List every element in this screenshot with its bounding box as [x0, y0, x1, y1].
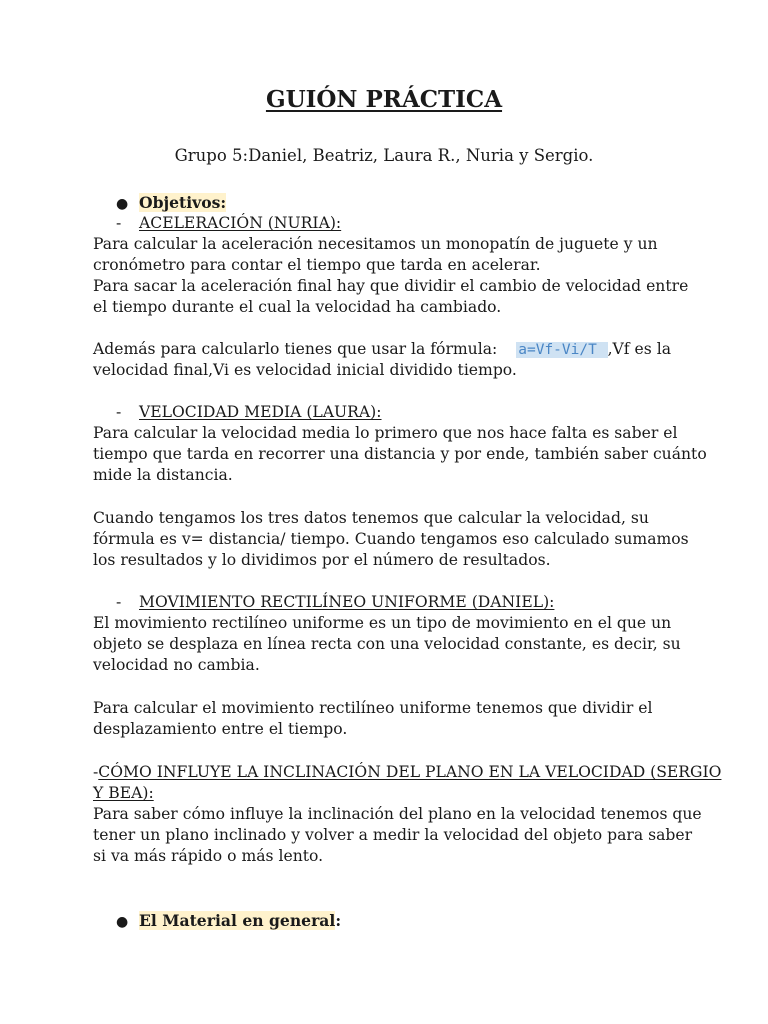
paragraph-line: Para calcular la aceleración necesitamos un monopatín de juguete y un	[93, 235, 658, 253]
paragraph-line: velocidad final,Vi es velocidad inicial dividido tiempo.	[93, 361, 517, 379]
formula-suffix: ,Vf es la	[607, 340, 671, 358]
paragraph-line: El movimiento rectilíneo uniforme es un tipo de movimiento en el que un	[93, 614, 672, 632]
formula-highlight: a=Vf-Vi/T	[518, 342, 606, 358]
formula-intro: Además para calcularlo tienes que usar la fórmula:	[93, 340, 498, 358]
paragraph-line: Para calcular el movimiento rectilíneo uniforme tenemos que dividir el	[93, 699, 653, 717]
dash-marker: -	[116, 214, 122, 232]
dash-marker: -	[116, 593, 122, 611]
dash-marker: -	[93, 763, 99, 781]
paragraph-line: Para sacar la aceleración final hay que dividir el cambio de velocidad entre	[93, 277, 689, 295]
paragraph-line: Para calcular la velocidad media lo primero que nos hace falta es saber el	[93, 424, 678, 442]
paragraph-line: cronómetro para contar el tiempo que tarda en acelerar.	[93, 256, 541, 274]
paragraph-line: Cuando tengamos los tres datos tenemos que calcular la velocidad, su	[93, 509, 649, 527]
inclinacion-heading-line	[93, 762, 721, 783]
inclinacion-heading-cont: Y BEA):	[93, 784, 154, 802]
bullet-icon: ●	[116, 914, 129, 930]
objectives-label: Objetivos:	[139, 193, 227, 212]
paragraph-line: fórmula es v= distancia/ tiempo. Cuando tengamos eso calculado sumamos	[93, 530, 689, 548]
paragraph-line: tiempo que tarda en recorrer una distancia y por ende, también saber cuánto	[93, 445, 707, 463]
paragraph-line: si va más rápido o más lento.	[93, 847, 324, 865]
material-bullet	[116, 910, 341, 933]
paragraph-line: velocidad no cambia.	[93, 656, 260, 674]
paragraph-line: tener un plano inclinado y volver a medir la velocidad del objeto para saber	[93, 826, 693, 844]
paragraph-line: mide la distancia.	[93, 466, 233, 484]
material-colon: :	[335, 911, 342, 930]
group-members: Grupo 5:Daniel, Beatriz, Laura R., Nuria y Sergio.	[174, 146, 594, 165]
formula-line	[93, 339, 671, 361]
page-title: GUIÓN PRÁCTICA	[265, 86, 503, 113]
aceleracion-heading-line	[116, 213, 341, 234]
material-label: El Material en general	[139, 911, 336, 930]
objectives-bullet	[116, 192, 226, 215]
paragraph-line: Para saber cómo influye la inclinación del plano en la velocidad tenemos que	[93, 805, 702, 823]
dash-marker: -	[116, 403, 122, 421]
inclinacion-heading: CÓMO INFLUYE LA INCLINACIÓN DEL PLANO EN LA VELOCIDAD (SERGIO	[98, 763, 722, 781]
paragraph-line: los resultados y lo dividimos por el número de resultados.	[93, 551, 551, 569]
paragraph-line: desplazamiento entre el tiempo.	[93, 720, 348, 738]
paragraph-line: el tiempo durante el cual la velocidad ha cambiado.	[93, 298, 502, 316]
mru-heading-line	[116, 592, 554, 613]
velocidad-heading-line	[116, 402, 382, 423]
velocidad-heading: VELOCIDAD MEDIA (LAURA):	[139, 403, 382, 421]
bullet-icon: ●	[116, 196, 129, 212]
aceleracion-heading: ACELERACIÓN (NURIA):	[139, 214, 342, 232]
paragraph-line: objeto se desplaza en línea recta con una velocidad constante, es decir, su	[93, 635, 681, 653]
mru-heading: MOVIMIENTO RECTILÍNEO UNIFORME (DANIEL):	[139, 593, 555, 611]
